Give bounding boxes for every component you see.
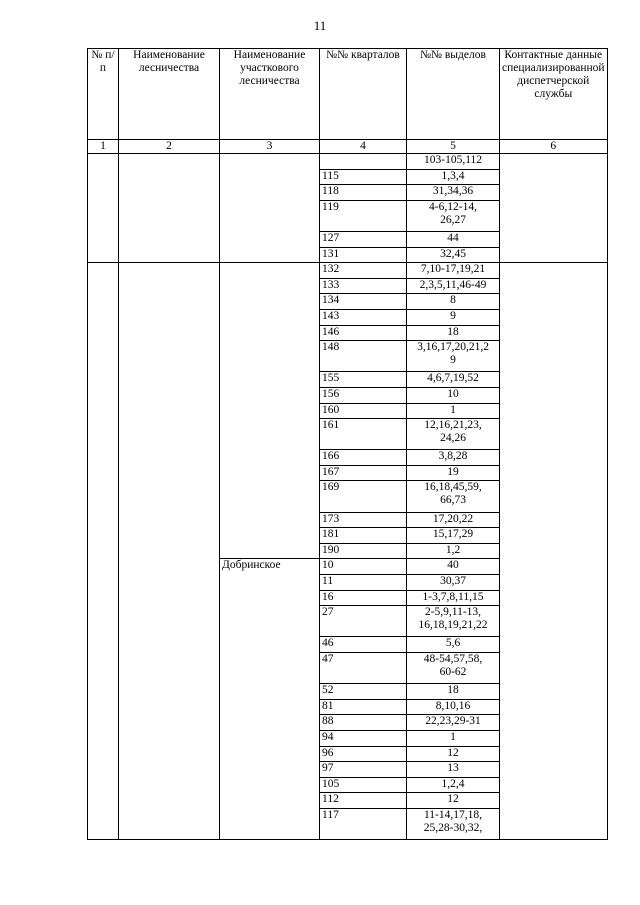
- plots-cell: 2-5,9,11-13, 16,18,19,21,22: [407, 606, 500, 637]
- quarter-cell: 131: [320, 247, 407, 263]
- plots-cell: 1-3,7,8,11,15: [407, 590, 500, 606]
- district-cell-dobrinskoe: Добринское: [220, 559, 320, 840]
- plots-cell: 11-14,17,18, 25,28-30,32,: [407, 808, 500, 839]
- plots-cell: 7,10-17,19,21: [407, 263, 500, 279]
- plots-cell: 10: [407, 387, 500, 403]
- quarter-cell: 155: [320, 372, 407, 388]
- plots-cell: 1,2: [407, 543, 500, 559]
- plots-cell: 12: [407, 746, 500, 762]
- quarter-cell: 10: [320, 559, 407, 575]
- plots-cell: 4-6,12-14, 26,27: [407, 200, 500, 231]
- quarter-cell: 127: [320, 231, 407, 247]
- quarter-cell: 105: [320, 777, 407, 793]
- table-row: [88, 263, 608, 279]
- plots-cell: 12: [407, 793, 500, 809]
- column-number: 2: [119, 140, 220, 154]
- header-plots: №№ выделов: [407, 49, 500, 140]
- quarter-cell: 81: [320, 699, 407, 715]
- page-number: 11: [313, 18, 327, 33]
- quarter-cell: 88: [320, 715, 407, 731]
- quarter-cell: 143: [320, 309, 407, 325]
- district-cell: [220, 154, 320, 263]
- plots-cell: 19: [407, 465, 500, 481]
- header-number: № п/п: [88, 49, 119, 140]
- header-forestry-name: Наименование лесничества: [119, 49, 220, 140]
- quarter-cell: 156: [320, 387, 407, 403]
- quarter-cell: 133: [320, 278, 407, 294]
- quarter-cell: 166: [320, 450, 407, 466]
- table-header: [88, 49, 608, 154]
- plots-cell: 1,2,4: [407, 777, 500, 793]
- plots-cell: 13: [407, 762, 500, 778]
- plots-cell: 3,16,17,20,21,2 9: [407, 341, 500, 372]
- quarter-cell: 96: [320, 746, 407, 762]
- plots-cell: 1: [407, 730, 500, 746]
- quarter-cell: 94: [320, 730, 407, 746]
- plots-cell: 1,3,4: [407, 169, 500, 185]
- plots-cell: 9: [407, 309, 500, 325]
- plots-cell: 30,37: [407, 575, 500, 591]
- quarter-cell: 190: [320, 543, 407, 559]
- contacts-cell: [500, 154, 608, 263]
- plots-cell: 44: [407, 231, 500, 247]
- header-quarters: №№ кварталов: [320, 49, 407, 140]
- plots-cell: 103-105,112: [407, 154, 500, 170]
- column-number: 6: [500, 140, 608, 154]
- plots-cell: 48-54,57,58, 60-62: [407, 653, 500, 684]
- forest-plots-table: [87, 48, 608, 840]
- plots-cell: 17,20,22: [407, 512, 500, 528]
- quarter-cell: 11: [320, 575, 407, 591]
- table-row: [88, 154, 608, 170]
- number-cell: [88, 263, 119, 840]
- contacts-cell: [500, 263, 608, 840]
- plots-cell: 32,45: [407, 247, 500, 263]
- quarter-cell: 112: [320, 793, 407, 809]
- plots-cell: 22,23,29-31: [407, 715, 500, 731]
- quarter-cell: 16: [320, 590, 407, 606]
- district-cell: [220, 263, 320, 559]
- plots-cell: 15,17,29: [407, 528, 500, 544]
- quarter-cell: 27: [320, 606, 407, 637]
- quarter-cell: 146: [320, 325, 407, 341]
- quarter-cell: 167: [320, 465, 407, 481]
- forestry-cell: [119, 154, 220, 263]
- quarter-cell: 134: [320, 294, 407, 310]
- plots-cell: 4,6,7,19,52: [407, 372, 500, 388]
- quarter-cell: 173: [320, 512, 407, 528]
- forestry-cell: [119, 263, 220, 840]
- header-district-forestry-name: Наименование участкового лесничества: [220, 49, 320, 140]
- plots-cell: 31,34,36: [407, 185, 500, 201]
- quarter-cell: 52: [320, 684, 407, 700]
- quarter-cell: 181: [320, 528, 407, 544]
- quarter-cell: 160: [320, 403, 407, 419]
- quarter-cell: 117: [320, 808, 407, 839]
- column-number: 3: [220, 140, 320, 154]
- plots-cell: 18: [407, 684, 500, 700]
- plots-cell: 16,18,45,59, 66,73: [407, 481, 500, 512]
- plots-cell: 2,3,5,11,46-49: [407, 278, 500, 294]
- plots-cell: 40: [407, 559, 500, 575]
- plots-cell: 5,6: [407, 637, 500, 653]
- quarter-cell: 115: [320, 169, 407, 185]
- quarter-cell: 97: [320, 762, 407, 778]
- quarter-cell: 47: [320, 653, 407, 684]
- plots-cell: 1: [407, 403, 500, 419]
- quarter-cell: [320, 154, 407, 170]
- quarter-cell: 161: [320, 419, 407, 450]
- plots-cell: 3,8,28: [407, 450, 500, 466]
- column-number: 1: [88, 140, 119, 154]
- column-number: 4: [320, 140, 407, 154]
- header-dispatch-contacts: Контактные данные специализированной диспетчерской службы: [500, 49, 608, 140]
- plots-cell: 8: [407, 294, 500, 310]
- plots-cell: 18: [407, 325, 500, 341]
- column-number: 5: [407, 140, 500, 154]
- quarter-cell: 118: [320, 185, 407, 201]
- plots-cell: 8,10,16: [407, 699, 500, 715]
- quarter-cell: 46: [320, 637, 407, 653]
- quarter-cell: 119: [320, 200, 407, 231]
- plots-cell: 12,16,21,23, 24,26: [407, 419, 500, 450]
- column-numbers-row: [88, 140, 608, 154]
- quarter-cell: 169: [320, 481, 407, 512]
- number-cell: [88, 154, 119, 263]
- quarter-cell: 148: [320, 341, 407, 372]
- quarter-cell: 132: [320, 263, 407, 279]
- table-body: [88, 154, 608, 840]
